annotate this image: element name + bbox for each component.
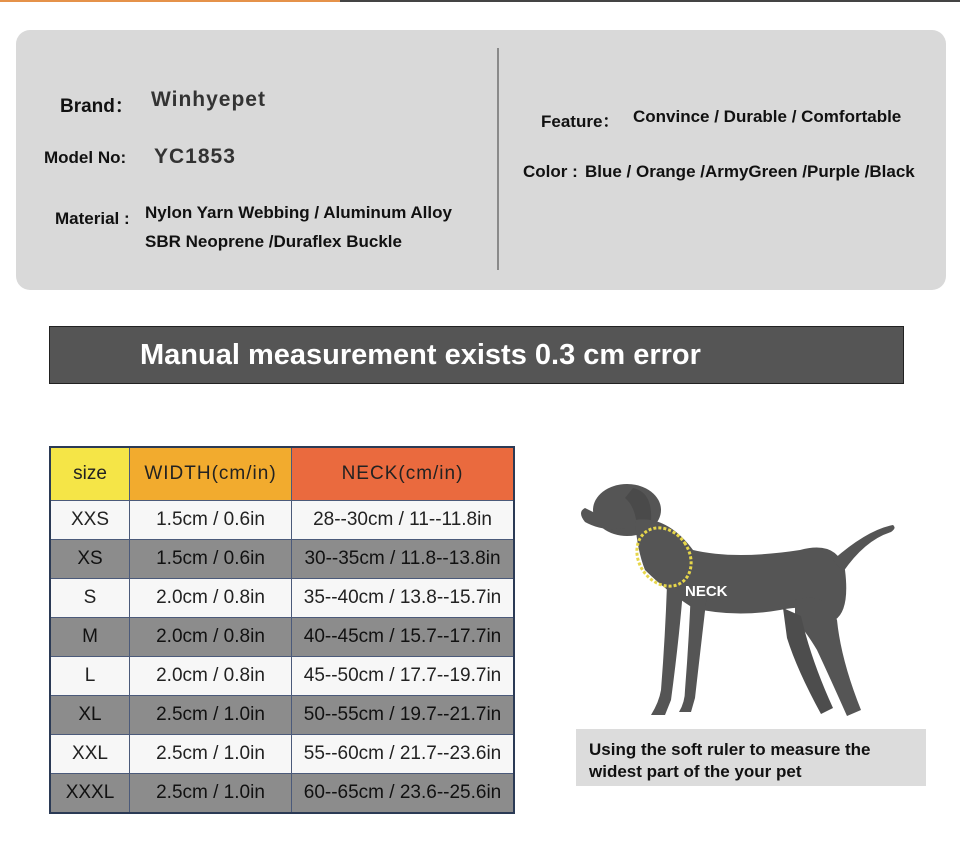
table-row <box>50 774 514 814</box>
table-row <box>50 618 514 657</box>
header-size: size <box>50 447 130 501</box>
table-row <box>50 735 514 774</box>
measure-caption: Using the soft ruler to measure the widest part of the your pet <box>576 729 926 786</box>
width-cell: 2.5cm / 1.0in <box>130 735 292 774</box>
table-row <box>50 501 514 540</box>
table-row <box>50 696 514 735</box>
header-width: WIDTH(cm/in) <box>130 447 292 501</box>
material-label: Material : <box>55 209 130 228</box>
neck-cell: 55--60cm / 21.7--23.6in <box>292 735 515 774</box>
neck-cell: 60--65cm / 23.6--25.6in <box>292 774 515 814</box>
width-cell: 2.0cm / 0.8in <box>130 657 292 696</box>
color-value: Blue / Orange /ArmyGreen /Purple /Black <box>585 162 915 181</box>
material-line-2: SBR Neoprene /Duraflex Buckle <box>145 232 402 251</box>
neck-cell: 50--55cm / 19.7--21.7in <box>292 696 515 735</box>
size-table <box>49 446 515 814</box>
brand-value: Winhyepet <box>151 88 266 111</box>
feature-value: Convince / Durable / Comfortable <box>633 107 902 126</box>
top-rule <box>0 0 960 2</box>
width-cell: 2.5cm / 1.0in <box>130 696 292 735</box>
neck-cell: 40--45cm / 15.7--17.7in <box>292 618 515 657</box>
size-table-header <box>50 447 514 501</box>
color-label: Color : <box>523 162 578 181</box>
size-cell: XXS <box>50 501 130 540</box>
spec-panel <box>16 30 946 290</box>
feature-label: Feature： <box>541 112 620 131</box>
table-row <box>50 657 514 696</box>
size-cell: XS <box>50 540 130 579</box>
neck-cell: 30--35cm / 11.8--13.8in <box>292 540 515 579</box>
neck-cell: 28--30cm / 11--11.8in <box>292 501 515 540</box>
table-row <box>50 579 514 618</box>
neck-label: NECK <box>685 583 728 600</box>
neck-cell: 35--40cm / 13.8--15.7in <box>292 579 515 618</box>
spec-divider <box>497 48 499 270</box>
dog-body <box>581 484 895 716</box>
top-rule-accent <box>0 0 340 2</box>
width-cell: 1.5cm / 0.6in <box>130 501 292 540</box>
neck-cell: 45--50cm / 17.7--19.7in <box>292 657 515 696</box>
table-row <box>50 540 514 579</box>
banner-text: Manual measurement exists 0.3 cm error <box>140 339 701 371</box>
brand-label: Brand： <box>60 96 134 117</box>
width-cell: 2.5cm / 1.0in <box>130 774 292 814</box>
size-cell: L <box>50 657 130 696</box>
model-value: YC1853 <box>154 145 236 168</box>
width-cell: 2.0cm / 0.8in <box>130 579 292 618</box>
size-cell: XL <box>50 696 130 735</box>
measurement-banner <box>49 326 904 384</box>
material-line-1: Nylon Yarn Webbing / Aluminum Alloy <box>145 203 452 222</box>
model-label: Model No: <box>44 148 127 167</box>
size-cell: XXL <box>50 735 130 774</box>
width-cell: 1.5cm / 0.6in <box>130 540 292 579</box>
width-cell: 2.0cm / 0.8in <box>130 618 292 657</box>
size-cell: XXXL <box>50 774 130 814</box>
header-neck: NECK(cm/in) <box>292 447 515 501</box>
size-cell: S <box>50 579 130 618</box>
dog-silhouette <box>575 470 905 730</box>
size-cell: M <box>50 618 130 657</box>
